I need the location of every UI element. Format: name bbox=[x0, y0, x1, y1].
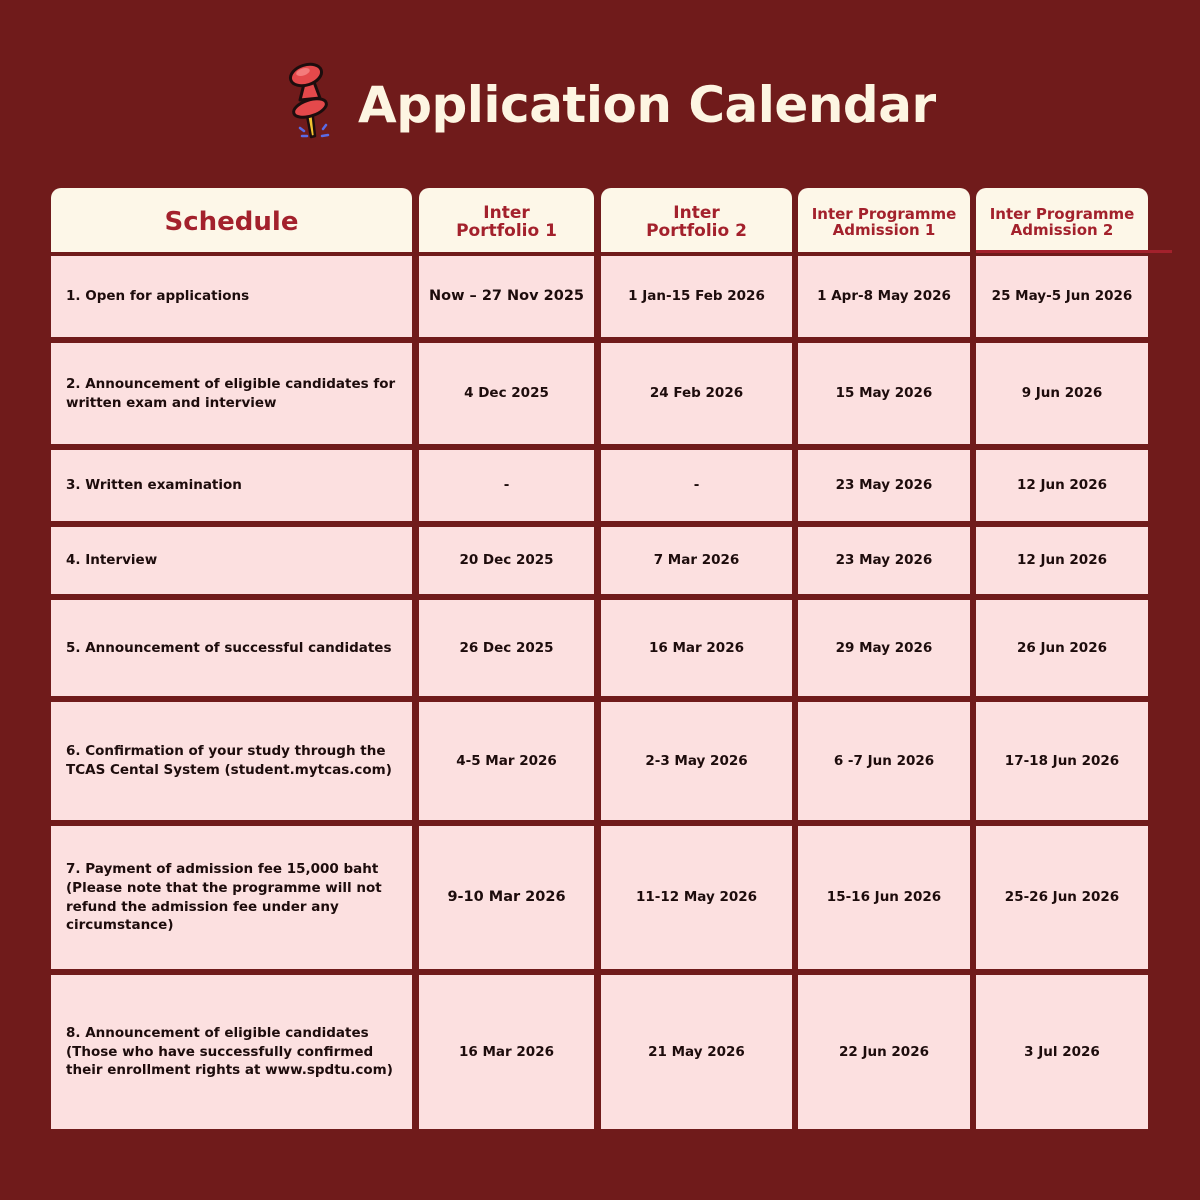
schedule-date-cell bbox=[419, 450, 594, 521]
schedule-step-text: 5. Announcement of successful candidates bbox=[66, 639, 392, 656]
schedule-date-cell bbox=[419, 826, 594, 969]
schedule-date-cell bbox=[419, 527, 594, 594]
schedule-date-text: 20 Dec 2025 bbox=[459, 552, 554, 569]
schedule-date-text: - bbox=[693, 477, 700, 494]
title-block bbox=[0, 56, 1200, 156]
header-underline bbox=[976, 250, 1172, 253]
schedule-date-cell bbox=[419, 975, 594, 1129]
header-inter-portfolio-1 bbox=[419, 188, 594, 252]
schedule-date-text: 4 Dec 2025 bbox=[464, 385, 549, 402]
schedule-date-cell bbox=[419, 702, 594, 820]
schedule-date-cell bbox=[798, 450, 970, 521]
schedule-date-text: 9-10 Mar 2026 bbox=[447, 889, 566, 906]
schedule-date-text: 24 Feb 2026 bbox=[649, 385, 744, 402]
schedule-date-text: 17-18 Jun 2026 bbox=[1004, 752, 1120, 769]
schedule-date-cell bbox=[798, 343, 970, 444]
schedule-step-label bbox=[51, 702, 412, 820]
schedule-date-cell bbox=[601, 826, 792, 969]
schedule-date-cell bbox=[976, 826, 1148, 969]
pushpin-icon bbox=[282, 58, 344, 142]
schedule-step-text: 1. Open for applications bbox=[66, 288, 250, 305]
header-schedule: Schedule bbox=[51, 188, 412, 252]
header-inter-programme-admission-2 bbox=[976, 188, 1148, 252]
schedule-date-cell bbox=[976, 450, 1148, 521]
schedule-date-cell bbox=[798, 527, 970, 594]
schedule-step-text: 4. Interview bbox=[66, 552, 158, 569]
header-inter-portfolio-1-label: Inter Portfolio 1 bbox=[456, 203, 557, 241]
schedule-step-label bbox=[51, 826, 412, 969]
schedule-date-cell bbox=[601, 600, 792, 696]
schedule-date-cell bbox=[798, 975, 970, 1129]
schedule-date-cell bbox=[601, 256, 792, 337]
schedule-step-text: 8. Announcement of eligible candidates (Those who have successfully confirmed their enrollment rights at www.spdtu.com) bbox=[66, 1024, 393, 1079]
schedule-date-text: 12 Jun 2026 bbox=[1016, 477, 1107, 494]
schedule-date-cell bbox=[419, 256, 594, 337]
schedule-date-text: 16 Mar 2026 bbox=[459, 1043, 554, 1060]
schedule-date-text: - bbox=[503, 477, 510, 494]
schedule-date-text: 6 -7 Jun 2026 bbox=[833, 752, 935, 769]
schedule-date-text: 11-12 May 2026 bbox=[635, 889, 758, 906]
schedule-date-cell bbox=[601, 450, 792, 521]
schedule-step-label bbox=[51, 450, 412, 521]
page-title: Application Calendar bbox=[358, 76, 936, 134]
header-inter-programme-admission-2-label: Inter Programme Admission 2 bbox=[989, 205, 1135, 239]
header-inter-portfolio-2 bbox=[601, 188, 792, 252]
schedule-date-text: 7 Mar 2026 bbox=[653, 552, 740, 569]
schedule-date-text: 4-5 Mar 2026 bbox=[456, 752, 557, 769]
schedule-step-label bbox=[51, 343, 412, 444]
schedule-date-cell bbox=[976, 343, 1148, 444]
schedule-date-cell bbox=[976, 527, 1148, 594]
schedule-date-text: 15 May 2026 bbox=[835, 385, 933, 402]
schedule-date-cell bbox=[976, 702, 1148, 820]
schedule-date-cell bbox=[798, 256, 970, 337]
schedule-date-text: 2-3 May 2026 bbox=[645, 752, 748, 769]
schedule-step-text: 7. Payment of admission fee 15,000 baht (Please note that the programme will not refund the admission fee under any circumstance) bbox=[66, 860, 382, 934]
schedule-date-cell bbox=[976, 256, 1148, 337]
schedule-date-text: 1 Apr-8 May 2026 bbox=[817, 288, 951, 305]
schedule-date-cell bbox=[601, 343, 792, 444]
schedule-date-text: 12 Jun 2026 bbox=[1016, 552, 1107, 569]
schedule-date-cell bbox=[798, 826, 970, 969]
schedule-step-label bbox=[51, 527, 412, 594]
schedule-date-cell bbox=[601, 975, 792, 1129]
schedule-date-text: 25-26 Jun 2026 bbox=[1004, 889, 1120, 906]
header-inter-programme-admission-1 bbox=[798, 188, 970, 252]
schedule-date-text: 15-16 Jun 2026 bbox=[826, 889, 942, 906]
schedule-date-cell bbox=[419, 343, 594, 444]
schedule-step-label bbox=[51, 256, 412, 337]
schedule-date-cell bbox=[798, 702, 970, 820]
schedule-date-text: 1 Jan-15 Feb 2026 bbox=[628, 288, 765, 305]
schedule-date-text: 22 Jun 2026 bbox=[838, 1043, 929, 1060]
schedule-date-text: 26 Jun 2026 bbox=[1016, 639, 1107, 656]
schedule-date-text: 29 May 2026 bbox=[835, 639, 933, 656]
schedule-date-text: 26 Dec 2025 bbox=[459, 639, 554, 656]
schedule-date-text: 23 May 2026 bbox=[835, 552, 933, 569]
header-inter-programme-admission-1-label: Inter Programme Admission 1 bbox=[811, 205, 957, 239]
header-inter-portfolio-2-label: Inter Portfolio 2 bbox=[646, 203, 747, 241]
schedule-date-cell bbox=[976, 975, 1148, 1129]
schedule-date-text: 21 May 2026 bbox=[648, 1043, 745, 1060]
schedule-date-cell bbox=[976, 600, 1148, 696]
schedule-date-cell bbox=[601, 527, 792, 594]
schedule-date-text: 3 Jul 2026 bbox=[1024, 1043, 1100, 1060]
schedule-date-cell bbox=[601, 702, 792, 820]
schedule-step-text: 2. Announcement of eligible candidates for written exam and interview bbox=[66, 375, 396, 411]
schedule-date-text: 9 Jun 2026 bbox=[1021, 385, 1103, 402]
schedule-date-cell bbox=[419, 600, 594, 696]
schedule-date-text: 25 May-5 Jun 2026 bbox=[991, 288, 1133, 305]
schedule-step-label bbox=[51, 975, 412, 1129]
schedule-date-text: 16 Mar 2026 bbox=[649, 639, 744, 656]
schedule-step-text: 6. Confirmation of your study through the TCAS Cental System (student.mytcas.com) bbox=[66, 743, 392, 778]
schedule-step-label bbox=[51, 600, 412, 696]
schedule-step-text: 3. Written examination bbox=[66, 477, 242, 494]
schedule-date-text: 23 May 2026 bbox=[835, 477, 933, 494]
schedule-date-cell bbox=[798, 600, 970, 696]
schedule-date-text: Now – 27 Nov 2025 bbox=[428, 288, 585, 305]
